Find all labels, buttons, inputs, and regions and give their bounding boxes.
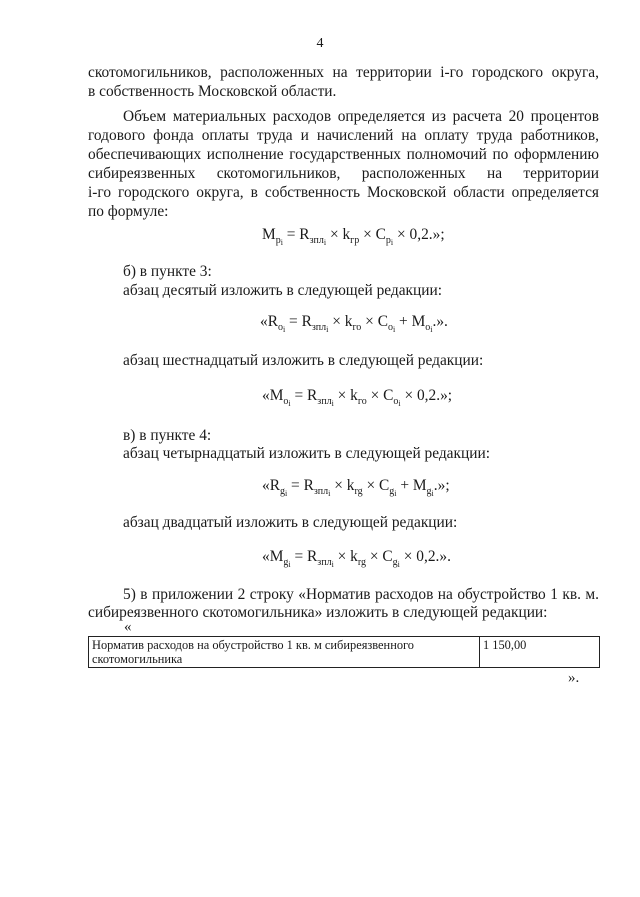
paragraph-2-line-3: обеспечивающих исполнение государственных полномочий по оформлению [88,146,599,163]
page-number: 4 [316,36,324,51]
norm-table [88,636,600,668]
item-b-text: абзац десятый изложить в следующей редакции: [123,282,443,299]
item-5-line-2: сибиреязвенного скотомогильника» изложить в следующей редакции: [88,604,548,621]
norm-name-cell: Норматив расходов на обустройство 1 кв. м сибиреязвенного скотомогильника [89,637,480,668]
paragraph-2-line-6: по формуле: [88,203,169,220]
paragraph-2-line-1: Объем материальных расходов определяется из расчета 20 процентов [123,108,599,125]
paragraph-1-line-1: скотомогильников, расположенных на территории i-го городского округа, [88,64,599,81]
paragraph-2-line-5: i-го городского округа, в собственность Московской области определяется [88,184,599,201]
quote-open: « [124,619,132,635]
paragraph-1-line-2: в собственность Московской области. [88,83,337,100]
item-5-line-1: 5) в приложении 2 строку «Норматив расходов на обустройство 1 кв. м. [123,586,599,603]
formula-4: «$R_{g_i} = R_{зпл_i} \times k_{rg} \times C_{g_i} + M_{g_i}$.»; [262,477,450,498]
paragraph-2-line-4: сибиреязвенных скотомогильников, расположенных на территории [88,165,599,182]
formula-1: $M_{p_i} = R_{зпл_i} \times k_{гр} \times C_{p_i} \times 0,2$.»; [262,226,445,247]
quote-close: ». [568,670,580,686]
formula-5: «$M_{g_i} = R_{зпл_i} \times k_{rg} \times C_{g_i} \times 0,2$.». [262,548,451,569]
formula-2: «$R_{o_i} = R_{зпл_i} \times k_{го} \times C_{o_i} + M_{o_i}$.». [260,313,448,334]
item-v-heading: в) в пункте 4: [123,427,212,444]
item-v-text: абзац четырнадцатый изложить в следующей редакции: [123,445,490,462]
paragraph-2-line-2: годового фонда оплаты труда и начислений на оплату труда работников, [88,127,599,144]
item-v-text-2: абзац двадцатый изложить в следующей редакции: [123,514,458,531]
item-b-text-2: абзац шестнадцатый изложить в следующей редакции: [123,352,484,369]
formula-3: «$M_{o_i} = R_{зпл_i} \times k_{го} \times C_{o_i} \times 0,2$.»; [262,387,453,408]
item-b-heading: б) в пункте 3: [123,263,212,280]
norm-value-cell: 1 150,00 [480,637,600,668]
table-row [89,637,600,668]
